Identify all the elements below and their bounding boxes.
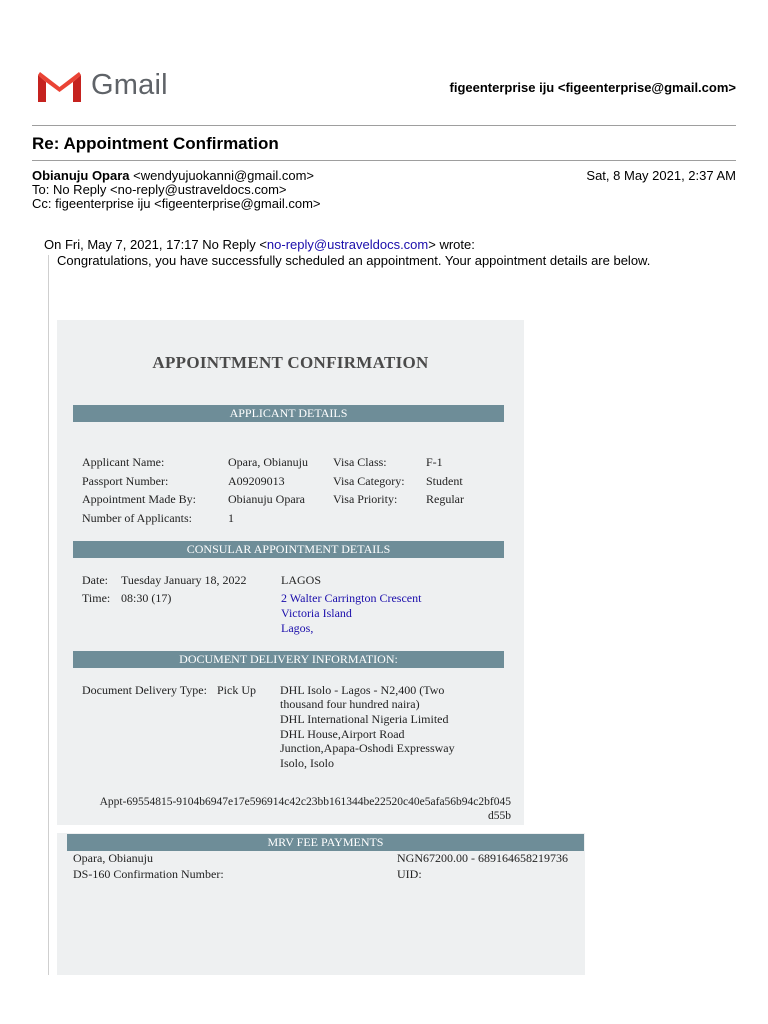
visa-priority-label: Visa Priority: [333,492,398,506]
delivery-line: DHL Isolo - Lagos - N2,400 (Two [280,683,445,697]
gmail-wordmark: Gmail [91,69,168,101]
gmail-logo[interactable] [38,70,173,102]
mrv-amount: NGN67200.00 - 689164658219736 [397,851,568,865]
quote-suffix: > wrote: [428,237,475,252]
mrv-applicant-name: Opara, Obianuju [73,851,153,865]
confirmation-title: APPOINTMENT CONFIRMATION [152,353,429,372]
email-date: Sat, 8 May 2021, 2:37 AM [586,168,736,183]
applicant-name-label: Applicant Name: [82,455,165,469]
visa-class-value: F-1 [426,455,443,469]
sender-name: Obianuju Opara [32,168,130,183]
quote-header [44,238,475,252]
visa-category-label: Visa Category: [333,474,405,488]
num-applicants-value: 1 [228,511,234,525]
appointment-id [62,795,511,823]
mrv-fee-band: MRV FEE PAYMENTS [67,834,584,851]
applicant-details-band: APPLICANT DETAILS [73,405,504,422]
appt-date-label: Date: [82,573,108,587]
delivery-type-value: Pick Up [217,683,256,697]
visa-category-value: Student [426,474,463,488]
appt-time-label: Time: [82,591,111,605]
quote-intro: Congratulations, you have successfully scheduled an appointment. Your appointment details are below. [57,253,651,268]
delivery-line: thousand four hundred naira) [280,697,420,711]
num-applicants-label: Number of Applicants: [82,511,192,525]
subject-divider [32,160,736,161]
header-divider [32,125,736,126]
to-line: To: No Reply <no-reply@ustraveldocs.com> [32,182,287,197]
delivery-type-label: Document Delivery Type: [82,683,207,697]
consulate-address-line2[interactable]: Victoria Island [281,606,352,620]
consulate-address-line1[interactable]: 2 Walter Carrington Crescent [281,591,422,605]
visa-class-label: Visa Class: [333,455,387,469]
made-by-value: Obianuju Opara [228,492,305,506]
delivery-line: Isolo, Isolo [280,756,334,770]
email-subject: Re: Appointment Confirmation [32,134,279,153]
appt-time-value: 08:30 (17) [121,591,172,605]
quote-sender-link[interactable]: no-reply@ustraveldocs.com [266,237,429,252]
delivery-line: Junction,Apapa-Oshodi Expressway [280,741,455,755]
passport-label: Passport Number: [82,474,169,488]
sender-line [32,169,314,183]
appointment-id-line1: Appt-69554815-9104b6947e17e596914c42c23bb161344be22520c40e5afa56b94c2bf045 [99,796,511,808]
account-label: figeenterprise iju <figeenterprise@gmail.com> [449,80,736,95]
quote-prefix: On Fri, May 7, 2021, 17:17 No Reply < [44,237,267,252]
quote-bar [48,255,49,975]
passport-value: A09209013 [228,474,285,488]
made-by-label: Appointment Made By: [82,492,196,506]
consulate-city: LAGOS [281,573,322,587]
ds160-label: DS-160 Confirmation Number: [73,867,224,881]
sender-email: <wendyujuokanni@gmail.com> [133,168,314,183]
delivery-line: DHL House,Airport Road [280,727,405,741]
applicant-name-value: Opara, Obianuju [228,455,308,469]
gmail-m-icon [38,71,81,102]
appointment-id-line2: d55b [488,810,511,822]
delivery-line: DHL International Nigeria Limited [280,712,449,726]
consular-details-band: CONSULAR APPOINTMENT DETAILS [73,541,504,558]
uid-label: UID: [397,867,422,881]
delivery-info-band: DOCUMENT DELIVERY INFORMATION: [73,651,504,668]
cc-line: Cc: figeenterprise iju <figeenterprise@gmail.com> [32,196,321,211]
visa-priority-value: Regular [426,492,464,506]
appt-date-value: Tuesday January 18, 2022 [121,573,247,587]
consulate-address-line3[interactable]: Lagos, [281,621,314,635]
